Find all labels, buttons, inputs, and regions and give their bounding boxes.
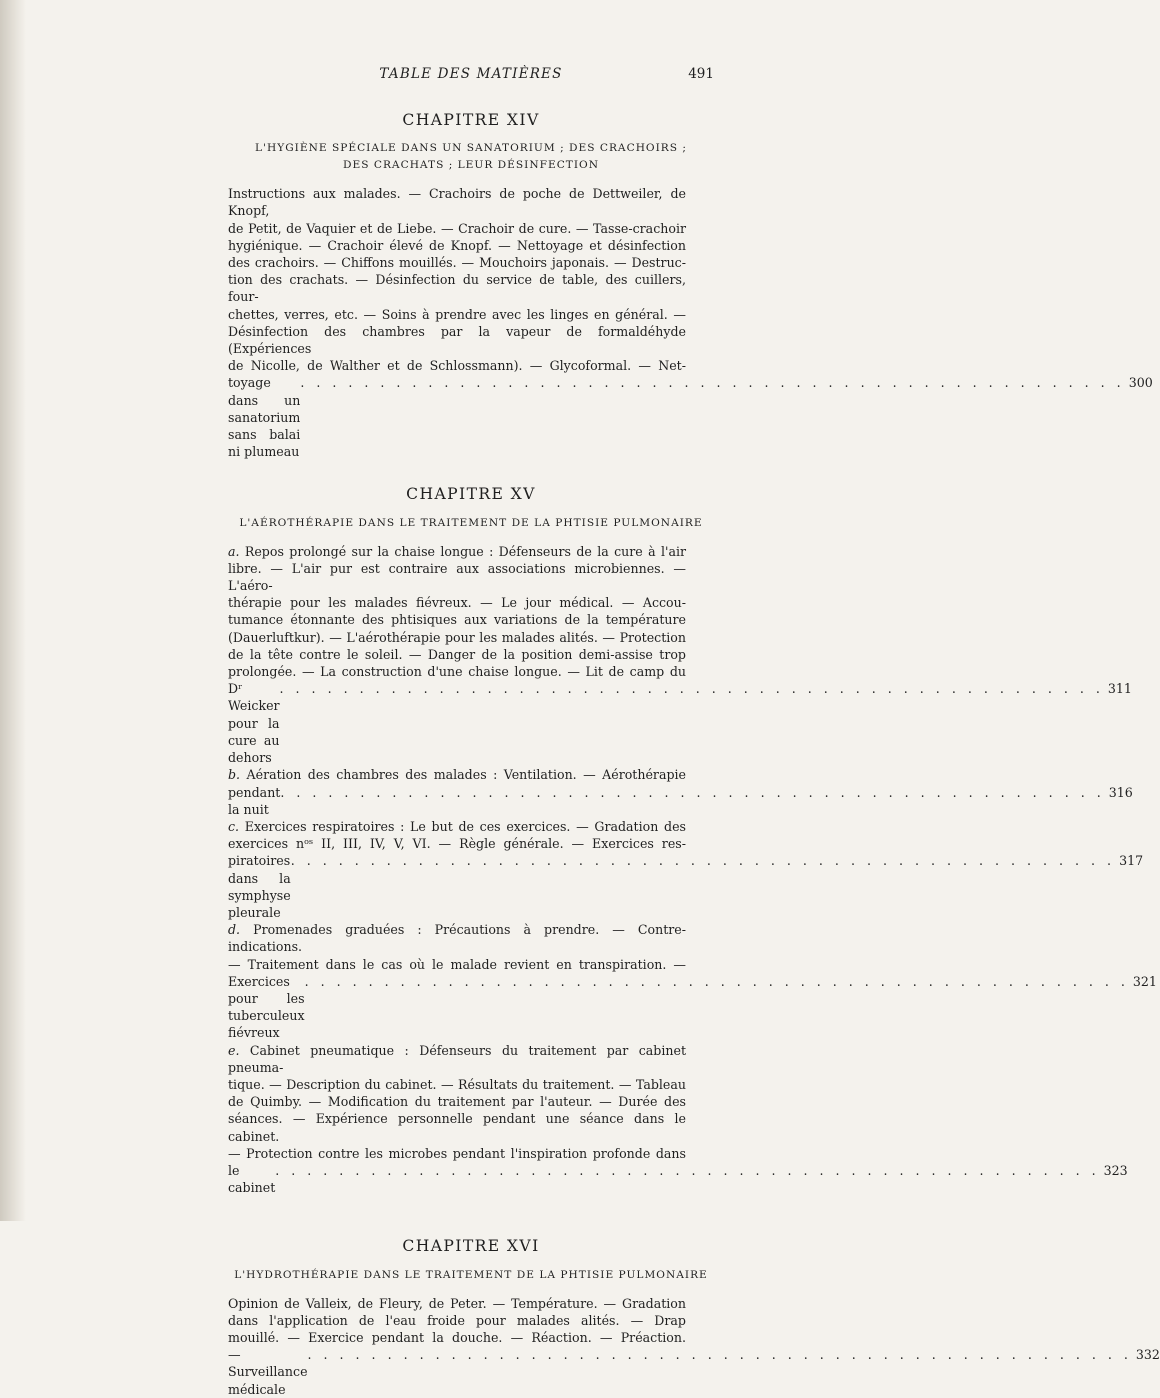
toc-entry-line: [228, 956, 714, 973]
toc-entry-line: [228, 818, 714, 835]
chapter-title: CHAPITRE XIV: [402, 111, 540, 129]
toc-entry-label: d.: [228, 922, 254, 938]
toc-entry-line: [228, 1042, 714, 1076]
toc-entry-line: [228, 1145, 714, 1162]
toc-entry-text: toyage dans un sanatorium sans balai ni plumeau: [228, 375, 301, 460]
toc-entry-line: [228, 921, 714, 955]
toc-entry-text: Désinfection des chambres par la vapeur de formaldéhyde (Expériences: [228, 323, 686, 357]
running-head: [228, 66, 714, 86]
toc-entry-label: b.: [228, 767, 247, 783]
chapter-section: [228, 1237, 1160, 1397]
toc-entry-line: [228, 220, 714, 237]
toc-entry-line: [228, 254, 714, 271]
toc-entry-text: c. Exercices respiratoires : Le but de ces exercices. — Gradation des: [228, 818, 686, 834]
toc-entry-text: Exercices pour les tuberculeux fiévreux: [228, 973, 305, 1041]
toc-entry-line: [228, 323, 714, 357]
toc-entry-text: prolongée. — La construction d'une chaise longue. — Lit de camp du: [228, 664, 686, 680]
toc-entry-label: a.: [228, 543, 245, 559]
toc-entry-line: [228, 835, 714, 852]
toc-entry-text: tion des crachats. — Désinfection du service de table, des cuillers, four-: [228, 272, 686, 305]
toc-entry-text: d. Promenades graduées : Précautions à prendre. — Contre-indications.: [228, 922, 686, 955]
chapter-section: [228, 111, 1153, 460]
toc-entry-text: tique. — Description du cabinet. — Résultats du traitement. — Tableau: [228, 1076, 686, 1092]
chapter-subtitle-line: L'HYGIÈNE SPÉCIALE DANS UN SANATORIUM ; DES CRACHOIRS ;: [255, 142, 687, 155]
chapter-subtitle-line: DES CRACHATS ; LEUR DÉSINFECTION: [343, 159, 599, 172]
toc-entry-text: Instructions aux malades. — Crachoirs de poche de Dettweiler, de Knopf,: [228, 186, 686, 219]
toc-entry-line: [228, 1329, 714, 1346]
toc-page-ref: 323: [1103, 1162, 1128, 1178]
dot-leader: . . . . . . . . . . . . . . . . . . . . . . . . . . . . . . . . . . . . . . . . . . . . . . . . . . . .: [280, 784, 1105, 800]
toc-entry-line: [228, 1110, 714, 1144]
toc-entry-last-line: [228, 852, 1144, 921]
toc-entry-line: [228, 1093, 714, 1110]
toc-page-ref: 317: [1119, 853, 1144, 869]
toc-entry-text: des crachoirs. — Chiffons mouillés. — Mouchoirs japonais. — Destruc-: [228, 255, 686, 271]
toc-page-ref: 311: [1107, 681, 1132, 697]
toc-entry: [228, 1295, 1160, 1398]
toc-entry-line: [228, 1076, 714, 1093]
toc-entry-text: exercices nᵒˢ II, III, IV, V, VI. — Règle générale. — Exercices res-: [228, 836, 686, 852]
toc-entry-text: de la tête contre le soleil. — Danger de la position demi-assise trop: [228, 646, 686, 662]
toc-entry-text: thérapie pour les malades fiévreux. — Le jour médical. — Accou-: [228, 595, 686, 611]
toc-entry-line: [228, 543, 714, 560]
toc-entry-line: [228, 560, 714, 594]
dot-leader: . . . . . . . . . . . . . . . . . . . . . . . . . . . . . . . . . . . . . . . . . . . . . . . . . . . .: [304, 973, 1129, 989]
toc-entry-text: hygiénique. — Crachoir élevé de Knopf. — Nettoyage et désinfection: [228, 237, 686, 253]
chapter-subtitle: [228, 515, 714, 532]
toc-entry-last-line: [228, 374, 1153, 460]
toc-entry-text: piratoires dans la symphyse pleurale: [228, 853, 291, 920]
running-head-title: TABLE DES MATIÈRES: [379, 66, 563, 82]
chapters-container: [228, 111, 1160, 1398]
chapter-subtitle-line: L'AÉROTHÉRAPIE DANS LE TRAITEMENT DE LA PHTISIE PULMONAIRE: [239, 516, 703, 529]
toc-entry: [228, 185, 1153, 460]
chapter-subtitle-line: L'HYDROTHÉRAPIE DANS LE TRAITEMENT DE LA PHTISIE PULMONAIRE: [234, 1268, 708, 1281]
dot-leader: . . . . . . . . . . . . . . . . . . . . . . . . . . . . . . . . . . . . . . . . . . . . . . . . . . . .: [307, 1347, 1132, 1363]
toc-entry-text: a. Repos prolongé sur la chaise longue : Défenseurs de la cure à l'air: [228, 543, 687, 559]
toc-entry-line: [228, 185, 714, 219]
toc-page-ref: 300: [1128, 375, 1153, 391]
toc-entry-text: pendant la nuit: [228, 784, 281, 817]
chapter-subtitle: [228, 1267, 714, 1284]
toc-entry-line: [228, 594, 714, 611]
toc-entry-text: Dʳ Weicker pour la cure au dehors: [228, 681, 280, 766]
toc-entry-line: [228, 611, 714, 628]
toc-entry-text: de Petit, de Vaquier et de Liebe. — Crachoir de cure. — Tasse-crachoir: [228, 220, 686, 236]
toc-entry-line: [228, 766, 714, 783]
toc-entry-line: [228, 646, 714, 663]
toc-entry-text: mouillé. — Exercice pendant la douche. — Réaction. — Préaction.: [228, 1329, 686, 1345]
toc-entry-label: e.: [228, 1042, 250, 1058]
toc-entry-text: de Nicolle, de Walther et de Schlossmann). — Glycoformal. — Net-: [228, 358, 686, 374]
toc-entry-line: [228, 1312, 714, 1329]
toc-entry-text: b. Aération des chambres des malades : Ventilation. — Aérothérapie: [228, 767, 686, 783]
toc-entry: [228, 818, 1144, 921]
toc-entry-text: (Dauerluftkur). — L'aérothérapie pour les malades alités. — Protection: [228, 629, 686, 645]
dot-leader: . . . . . . . . . . . . . . . . . . . . . . . . . . . . . . . . . . . . . . . . . . . . . . . . . . . .: [275, 1162, 1100, 1178]
toc-entry-text: le cabinet: [228, 1162, 276, 1196]
toc-page-ref: 316: [1108, 784, 1133, 800]
toc-entry: [228, 766, 1133, 818]
toc-entry: [228, 1042, 1128, 1197]
dot-leader: . . . . . . . . . . . . . . . . . . . . . . . . . . . . . . . . . . . . . . . . . . . . . . . . . . . .: [290, 853, 1116, 869]
toc-entry-last-line: [228, 1162, 1128, 1196]
toc-entry-text: séances. — Expérience personnelle pendant une séance dans le cabinet.: [228, 1111, 686, 1144]
page-gutter-shadow: [0, 0, 26, 1221]
chapter-title: CHAPITRE XVI: [402, 1237, 540, 1256]
toc-entry-line: [228, 357, 714, 374]
toc-entry-last-line: [228, 1346, 1160, 1398]
toc-entry-line: [228, 663, 714, 680]
toc-page-ref: 332: [1135, 1347, 1160, 1363]
dot-leader: . . . . . . . . . . . . . . . . . . . . . . . . . . . . . . . . . . . . . . . . . . . . . . . . . . . .: [300, 375, 1125, 391]
toc-entry-line: [228, 1295, 714, 1312]
toc-page-ref: 321: [1132, 973, 1157, 989]
toc-entry-line: [228, 306, 714, 323]
toc-entry-line: [228, 629, 714, 646]
toc-entry-text: dans l'application de l'eau froide pour malades alités. — Drap: [228, 1312, 686, 1328]
toc-entry: [228, 921, 1157, 1041]
toc-entry-last-line: [228, 680, 1132, 766]
toc-entry-text: e. Cabinet pneumatique : Défenseurs du traitement par cabinet pneuma-: [228, 1042, 687, 1075]
toc-entry-text: Opinion de Valleix, de Fleury, de Peter. — Température. — Gradation: [228, 1295, 686, 1311]
page-number: 491: [688, 66, 714, 82]
toc-entry: [228, 543, 1132, 767]
chapter-title: CHAPITRE XV: [406, 485, 536, 504]
toc-entry-text: libre. — L'air pur est contraire aux associations microbiennes. — L'aéro-: [228, 560, 686, 594]
toc-entry-label: c.: [228, 818, 245, 834]
toc-entry-text: — Protection contre les microbes pendant l'inspiration profonde dans: [228, 1145, 686, 1161]
toc-entry-line: [228, 271, 714, 305]
toc-entry-text: — Traitement dans le cas où le malade revient en transpiration. —: [228, 956, 686, 972]
toc-entry-last-line: [228, 784, 1133, 818]
toc-entry-text: chettes, verres, etc. — Soins à prendre avec les linges en général. —: [228, 306, 686, 322]
chapter-subtitle: [228, 140, 714, 174]
toc-entry-line: [228, 237, 714, 254]
table-of-contents-page: [228, 66, 1160, 1398]
dot-leader: . . . . . . . . . . . . . . . . . . . . . . . . . . . . . . . . . . . . . . . . . . . . . . . . . . . .: [279, 681, 1104, 697]
toc-entry-text: tumance étonnante des phtisiques aux variations de la température: [228, 612, 686, 628]
chapter-section: [228, 485, 1157, 1196]
toc-entry-last-line: [228, 973, 1157, 1042]
toc-entry-text: — Surveillance médicale: [228, 1347, 308, 1397]
toc-entry-text: de Quimby. — Modification du traitement par l'auteur. — Durée des: [228, 1094, 686, 1110]
